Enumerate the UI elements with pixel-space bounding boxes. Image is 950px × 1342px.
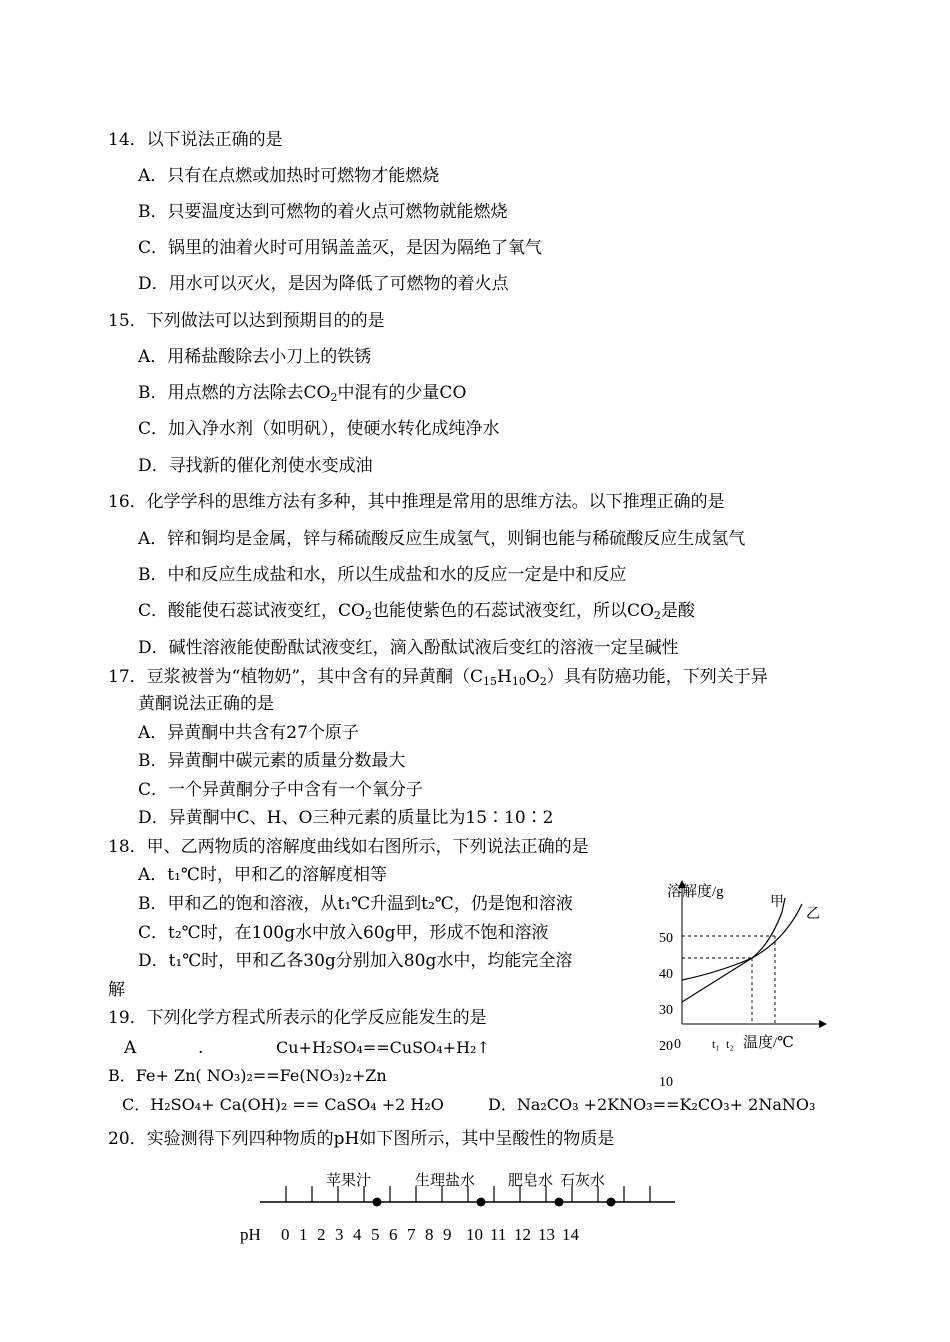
ph-point-label-0: 苹果汁 (325, 1173, 371, 1189)
q19-option-c-equation: C．H₂SO₄+ Ca(OH)₂ == CaSO₄ +2 H₂O (122, 1095, 444, 1114)
q15-option-d: D．寻找新的催化剂使水变成油 (138, 456, 373, 476)
q19-stem: 19．下列化学方程式所表示的化学反应能发生的是 (108, 1008, 487, 1028)
y-tick-40: 40 (659, 967, 673, 982)
series-yi-label: 乙 (806, 907, 820, 922)
q16-stem: 16．化学学科的思维方法有多种，其中推理是常用的思维方法。以下推理正确的是 (108, 492, 725, 512)
q14-option-a: A．只有在点燃或加热时可燃物才能燃烧 (138, 166, 440, 186)
ph-number-6: 6 (389, 1225, 398, 1244)
series-jia-label: 甲 (770, 895, 784, 910)
q19-option-a-dot: . (198, 1038, 204, 1058)
q19-option-d-equation: D．Na₂CO₃ +2KNO₃==K₂CO₃+ 2NaNO₃ (488, 1095, 816, 1114)
ph-point-label-2: 肥皂水 (507, 1173, 553, 1189)
ph-point-1 (477, 1198, 486, 1207)
ph-number-9: 9 (443, 1225, 452, 1244)
y-tick-10: 10 (659, 1075, 673, 1090)
q15-stem: 15．下列做法可以达到预期目的的是 (108, 311, 385, 331)
q18-option-b: B．甲和乙的饱和溶液，从t₁℃升温到t₂℃，仍是饱和溶液 (138, 894, 573, 914)
y-tick-30: 30 (659, 1003, 673, 1018)
ph-number-10: 10 (466, 1225, 483, 1244)
x-tick-t1: t₁ (712, 1037, 720, 1051)
q17-stem-cont: 黄酮说法正确的是 (138, 694, 274, 714)
q20-stem: 20．实验测得下列四种物质的pH如下图所示，其中呈酸性的物质是 (108, 1129, 615, 1149)
q18-option-d: D．t₁℃时，甲和乙各30g分别加入80g水中，均能完全溶 (138, 951, 573, 971)
q18-option-a: A．t₁℃时，甲和乙的溶解度相等 (138, 865, 387, 885)
q15-option-a: A．用稀盐酸除去小刀上的铁锈 (138, 347, 372, 367)
q15-option-c: C．加入净水剂（如明矾），使硬水转化成纯净水 (138, 419, 500, 439)
q16-option-b: B．中和反应生成盐和水，所以生成盐和水的反应一定是中和反应 (138, 565, 627, 585)
q19-option-a-label: A (124, 1038, 137, 1058)
series-yi-curve (682, 904, 802, 980)
q18-option-d-cont: 解 (108, 980, 125, 1000)
ph-number-3: 3 (335, 1225, 344, 1244)
ph-number-0: 0 (281, 1225, 290, 1244)
dashed-guide-lower (682, 958, 752, 1024)
q19-option-a-equation: Cu+H₂SO₄==CuSO₄+H₂↑ (276, 1038, 490, 1057)
ph-number-13: 13 (538, 1225, 555, 1244)
x-axis-label: 温度/℃ (743, 1035, 794, 1051)
ph-number-12: 12 (514, 1225, 531, 1244)
series-jia-curve (682, 898, 785, 1002)
solubility-chart (650, 872, 840, 1102)
q18-stem: 18．甲、乙两物质的溶解度曲线如右图所示，下列说法正确的是 (108, 837, 589, 857)
ph-number-4: 4 (353, 1225, 362, 1244)
q17-stem: 17．豆浆被誉为“植物奶”，其中含有的异黄酮$(C_{15}H_{10}O_2)$具有防癌功能，下列关于异 (108, 667, 768, 688)
q15-option-b: B．用点燃的方法除去$CO_2$中混有的少量CO (138, 383, 467, 404)
q16-option-d: D．碱性溶液能使酚酞试液变红，滴入酚酞试液后变红的溶液一定呈碱性 (138, 638, 679, 658)
q17-option-b: B．异黄酮中碳元素的质量分数最大 (138, 751, 406, 771)
ph-point-label-3: 石灰水 (559, 1173, 605, 1189)
ph-number-7: 7 (407, 1225, 416, 1244)
ph-scale-chart (230, 1162, 700, 1262)
ph-point-label-1: 生理盐水 (414, 1173, 475, 1189)
q16-option-c: C．酸能使石蕊试液变红，$CO_2$也能使紫色的石蕊试液变红，所以$CO_2$是酸 (138, 601, 695, 622)
ph-number-11: 11 (490, 1225, 507, 1244)
ph-label: pH (240, 1225, 261, 1244)
y-tick-20: 20 (659, 1039, 673, 1054)
y-axis-label: 溶解度/g (667, 884, 724, 900)
q17-option-d: D．异黄酮中C、H、O三种元素的质量比为15∶10∶2 (138, 808, 554, 828)
ph-number-1: 1 (299, 1225, 308, 1244)
ph-point-0 (373, 1198, 382, 1207)
q16-option-a: A．锌和铜均是金属，锌与稀硫酸反应生成氢气，则铜也能与稀硫酸反应生成氢气 (138, 529, 746, 549)
y-tick-50: 50 (659, 931, 673, 946)
origin-label: 0 (674, 1037, 681, 1052)
q14-option-c: C．锅里的油着火时可用锅盖盖灭，是因为隔绝了氧气 (138, 238, 543, 258)
q14-option-d: D．用水可以灭火，是因为降低了可燃物的着火点 (138, 274, 509, 294)
q17-option-c: C．一个异黄酮分子中含有一个氧分子 (138, 780, 424, 800)
ph-number-14: 14 (562, 1225, 579, 1244)
q18-option-c: C．t₂℃时，在100g水中放入60g甲，形成不饱和溶液 (138, 923, 549, 943)
q14-option-b: B．只要温度达到可燃物的着火点可燃物就能燃烧 (138, 202, 508, 222)
q19-option-b-equation: B．Fe+ Zn( NO₃)₂==Fe(NO₃)₂+Zn (108, 1066, 387, 1085)
ph-number-2: 2 (317, 1225, 326, 1244)
q14-stem: 14．以下说法正确的是 (108, 130, 283, 150)
ph-number-8: 8 (425, 1225, 434, 1244)
x-tick-t2: t₂ (726, 1037, 734, 1051)
ph-point-2 (555, 1198, 564, 1207)
ph-point-3 (607, 1198, 616, 1207)
ph-number-5: 5 (371, 1225, 380, 1244)
q17-option-a: A．异黄酮中共含有27个原子 (138, 723, 359, 743)
